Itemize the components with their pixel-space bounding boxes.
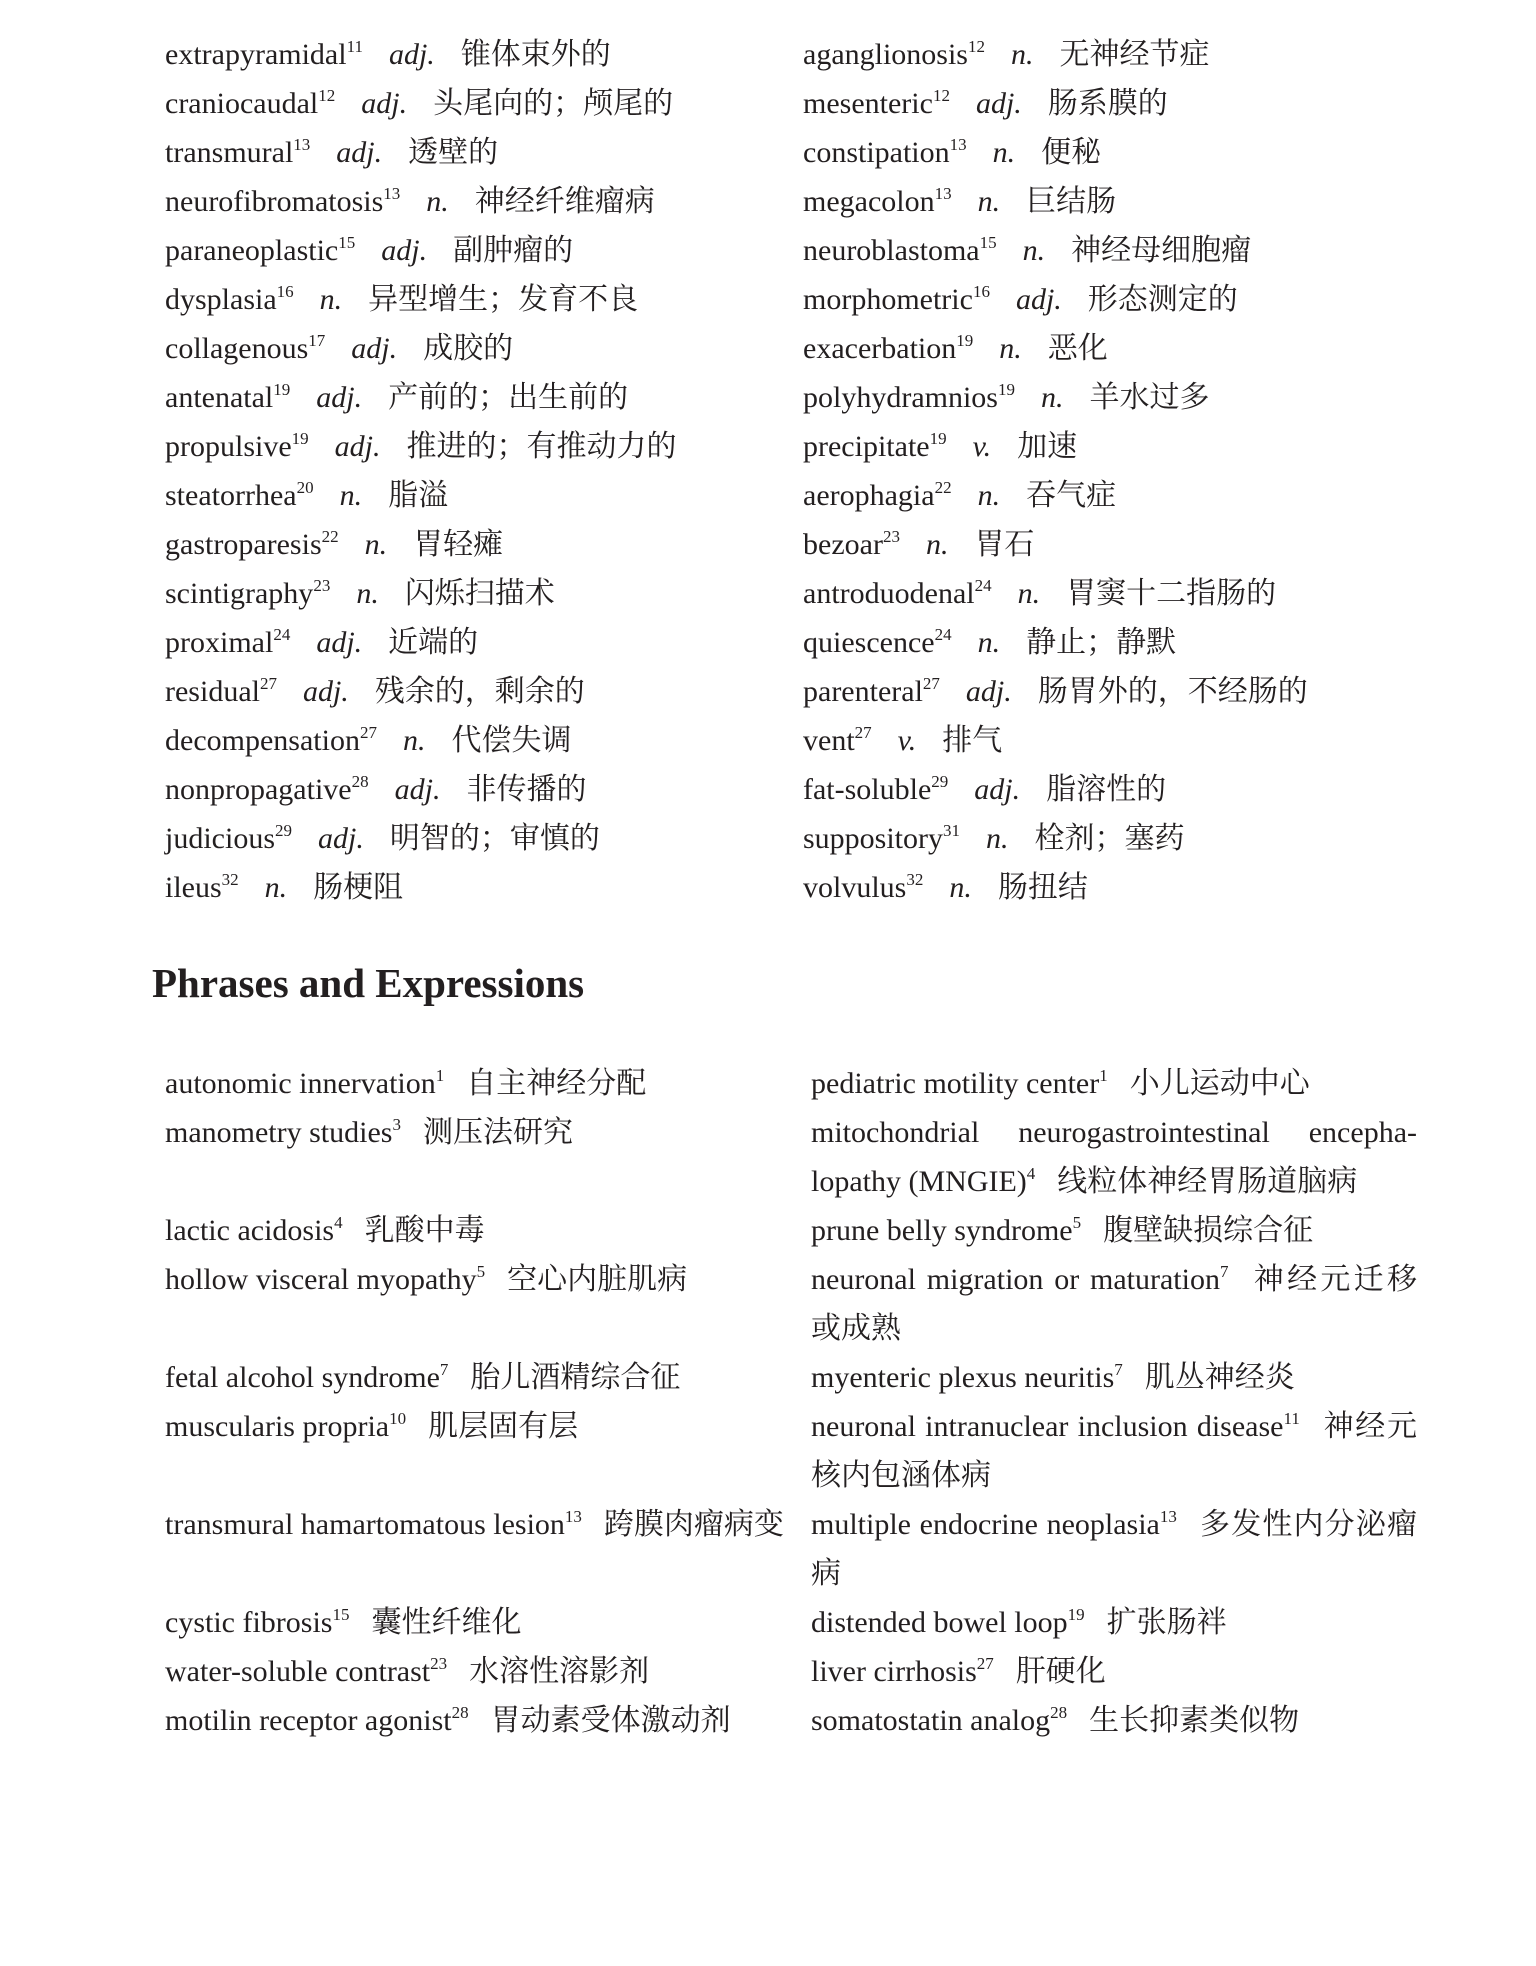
vocab-translation: 副肿瘤的 — [453, 234, 574, 267]
vocab-translation: 神经母细胞瘤 — [1071, 234, 1252, 267]
phrase-translation: 囊性纤维化 — [371, 1606, 522, 1639]
phrase-english: mitochondrial neurogastrointestinal encepha-lopathy (MNGIE) — [811, 1116, 1417, 1198]
phrase-entry — [811, 1696, 1417, 1745]
vocab-entry — [165, 30, 785, 79]
vocab-ref-number: 16 — [972, 282, 990, 301]
phrase-entry — [811, 1255, 1417, 1353]
vocab-ref-number: 23 — [882, 527, 900, 546]
phrase-entry — [811, 1059, 1417, 1108]
vocab-entry — [165, 324, 785, 373]
vocab-entry — [803, 422, 1423, 471]
phrase-translation: 线粒体神经胃肠道脑病 — [1057, 1165, 1358, 1198]
vocab-ref-number: 22 — [934, 478, 952, 497]
vocab-translation: 肠系膜的 — [1047, 87, 1168, 120]
vocab-entry — [165, 863, 785, 912]
vocab-entry — [803, 520, 1423, 569]
vocab-ref-number: 32 — [221, 870, 239, 889]
phrase-english: hollow visceral myopathy — [165, 1263, 477, 1296]
vocab-part-of-speech: n. — [992, 136, 1016, 169]
vocab-entry — [803, 667, 1423, 716]
vocab-word: dysplasia — [165, 283, 277, 316]
vocab-translation: 恶化 — [1047, 332, 1108, 365]
vocab-translation: 成胶的 — [423, 332, 514, 365]
vocab-ref-number: 15 — [979, 233, 997, 252]
vocab-word: steatorrhea — [165, 479, 297, 512]
vocab-part-of-speech: n. — [977, 185, 1001, 218]
vocab-word: volvulus — [803, 871, 907, 904]
vocab-translation: 胃窦十二指肠的 — [1066, 577, 1277, 610]
phrase-english: motilin receptor agonist — [165, 1704, 452, 1737]
vocab-entry — [165, 128, 785, 177]
phrase-entry — [811, 1108, 1417, 1206]
vocab-part-of-speech: adj. — [316, 626, 363, 659]
phrase-translation: 胎儿酒精综合征 — [470, 1361, 681, 1394]
vocab-ref-number: 28 — [351, 772, 369, 791]
vocab-entry — [803, 226, 1423, 275]
vocab-entry — [165, 226, 785, 275]
vocab-entry — [165, 422, 785, 471]
vocab-word: extrapyramidal — [165, 38, 347, 71]
phrase-english: lactic acidosis — [165, 1214, 335, 1247]
vocab-translation: 推进的；有推动力的 — [406, 430, 677, 463]
vocab-translation: 非传播的 — [466, 773, 587, 806]
vocab-part-of-speech: n. — [339, 479, 363, 512]
vocab-translation: 脂溢 — [388, 479, 449, 512]
vocab-entry — [165, 569, 785, 618]
vocab-ref-number: 24 — [934, 625, 952, 644]
vocab-word: neuroblastoma — [803, 234, 980, 267]
vocab-translation: 静止；静默 — [1026, 626, 1177, 659]
vocab-entry — [165, 618, 785, 667]
phrase-ref-number: 5 — [476, 1262, 486, 1281]
phrase-english: somatostatin analog — [811, 1704, 1051, 1737]
phrase-translation: 腹壁缺损综合征 — [1103, 1214, 1314, 1247]
vocab-word: mesenteric — [803, 87, 933, 120]
vocab-ref-number: 13 — [383, 184, 401, 203]
vocab-entry — [803, 863, 1423, 912]
vocab-translation: 栓剂；塞药 — [1034, 822, 1185, 855]
vocab-ref-number: 13 — [949, 135, 967, 154]
vocab-entry — [165, 765, 785, 814]
phrase-translation: 水溶性溶影剂 — [469, 1655, 650, 1688]
vocab-part-of-speech: n. — [977, 626, 1001, 659]
vocab-entry — [803, 618, 1423, 667]
vocab-part-of-speech: n. — [426, 185, 449, 218]
phrase-ref-number: 19 — [1067, 1605, 1085, 1624]
vocab-part-of-speech: n. — [319, 283, 343, 316]
vocab-entry — [165, 667, 785, 716]
phrase-translation: 跨膜肉瘤病变 — [603, 1508, 784, 1541]
vocab-ref-number: 12 — [318, 86, 336, 105]
phrase-translation: 空心内脏肌病 — [507, 1263, 688, 1296]
vocab-ref-number: 29 — [931, 772, 949, 791]
vocab-word: proximal — [165, 626, 274, 659]
vocab-word: precipitate — [803, 430, 930, 463]
phrase-english: neuronal intranuclear inclusion disease — [811, 1410, 1284, 1443]
vocab-word: neurofibromatosis — [165, 185, 384, 218]
vocab-ref-number: 15 — [338, 233, 356, 252]
phrase-entry — [165, 1255, 787, 1353]
vocab-part-of-speech: n. — [999, 332, 1022, 365]
phrase-ref-number: 7 — [439, 1360, 449, 1379]
vocab-part-of-speech: v. — [972, 430, 992, 463]
vocab-translation: 肠梗阻 — [313, 871, 404, 904]
vocab-ref-number: 29 — [275, 821, 292, 840]
phrase-translation: 胃动素受体激动剂 — [490, 1704, 731, 1737]
vocab-part-of-speech: n. — [264, 871, 288, 904]
phrase-entry — [811, 1500, 1417, 1598]
vocab-word: judicious — [165, 822, 275, 855]
vocab-translation: 锥体束外的 — [460, 38, 611, 71]
phrase-entry — [165, 1059, 787, 1108]
phrase-english: cystic fibrosis — [165, 1606, 333, 1639]
vocab-part-of-speech: adj. — [336, 136, 383, 169]
vocab-translation: 神经纤维瘤病 — [474, 185, 655, 218]
phrases-heading: Phrases and Expressions — [152, 960, 585, 1006]
vocab-entry — [803, 177, 1423, 226]
phrase-english: neuronal migration or maturation — [811, 1263, 1220, 1296]
vocab-word: craniocaudal — [165, 87, 319, 120]
vocab-word: aganglionosis — [803, 38, 968, 71]
phrase-english: manometry studies — [165, 1116, 393, 1149]
phrase-ref-number: 27 — [976, 1654, 994, 1673]
vocab-part-of-speech: adj. — [351, 332, 398, 365]
phrase-english: muscularis propria — [165, 1410, 390, 1443]
phrase-ref-number: 15 — [332, 1605, 350, 1624]
phrase-entry — [165, 1402, 787, 1500]
vocab-translation: 加速 — [1017, 430, 1078, 463]
phrase-entry — [165, 1598, 787, 1647]
vocab-ref-number: 12 — [968, 37, 985, 56]
vocab-ref-number: 23 — [313, 576, 331, 595]
phrase-ref-number: 13 — [1159, 1507, 1177, 1526]
vocab-translation: 羊水过多 — [1089, 381, 1210, 414]
vocab-entry — [165, 373, 785, 422]
vocab-ref-number: 24 — [974, 576, 992, 595]
phrase-ref-number: 11 — [1283, 1409, 1300, 1428]
vocab-translation: 产前的；出生前的 — [388, 381, 629, 414]
phrase-entry — [165, 1108, 787, 1206]
phrase-translation: 乳酸中毒 — [364, 1214, 485, 1247]
vocab-part-of-speech: n. — [1011, 38, 1034, 71]
vocab-word: antroduodenal — [803, 577, 975, 610]
phrase-english: fetal alcohol syndrome — [165, 1361, 440, 1394]
vocab-word: scintigraphy — [165, 577, 314, 610]
vocab-part-of-speech: adj. — [1015, 283, 1062, 316]
vocab-entry — [165, 79, 785, 128]
phrase-entry — [165, 1647, 787, 1696]
phrase-english: prune belly syndrome — [811, 1214, 1073, 1247]
vocab-word: propulsive — [165, 430, 292, 463]
vocab-ref-number: 19 — [291, 429, 309, 448]
phrase-english: transmural hamartomatous lesion — [165, 1508, 565, 1541]
vocab-translation: 闪烁扫描术 — [404, 577, 555, 610]
phrase-ref-number: 13 — [564, 1507, 582, 1526]
vocab-translation: 巨结肠 — [1026, 185, 1117, 218]
vocab-word: exacerbation — [803, 332, 957, 365]
vocab-entry — [803, 716, 1423, 765]
phrase-translation: 肝硬化 — [1015, 1655, 1106, 1688]
phrase-translation: 多发性内分泌瘤病 — [811, 1508, 1417, 1590]
vocab-part-of-speech: n. — [925, 528, 949, 561]
vocab-part-of-speech: n. — [977, 479, 1001, 512]
phrase-entry — [811, 1598, 1417, 1647]
phrase-entry — [811, 1353, 1417, 1402]
vocab-word: antenatal — [165, 381, 274, 414]
phrase-list-right — [811, 1059, 1417, 1745]
phrase-translation: 小儿运动中心 — [1129, 1067, 1310, 1100]
phrase-translation: 扩张肠袢 — [1106, 1606, 1227, 1639]
vocab-part-of-speech: adj. — [394, 773, 441, 806]
phrase-ref-number: 4 — [334, 1213, 343, 1232]
vocab-part-of-speech: v. — [897, 724, 917, 757]
vocab-entry — [803, 128, 1423, 177]
vocab-entry — [803, 765, 1423, 814]
vocab-part-of-speech: n. — [1041, 381, 1064, 414]
vocab-word: ileus — [165, 871, 222, 904]
vocab-part-of-speech: adj. — [975, 87, 1022, 120]
vocab-word: aerophagia — [803, 479, 935, 512]
vocab-part-of-speech: n. — [364, 528, 388, 561]
phrase-entry — [165, 1353, 787, 1402]
phrase-ref-number: 7 — [1219, 1262, 1229, 1281]
vocab-word: bezoar — [803, 528, 883, 561]
phrase-entry — [811, 1647, 1417, 1696]
vocab-word: quiescence — [803, 626, 935, 659]
vocab-ref-number: 27 — [854, 723, 872, 742]
vocab-ref-number: 27 — [359, 723, 377, 742]
vocab-translation: 肠胃外的，不经肠的 — [1037, 675, 1308, 708]
vocab-ref-number: 27 — [922, 674, 940, 693]
vocab-translation: 异型增生；发育不良 — [368, 283, 639, 316]
vocab-ref-number: 31 — [943, 821, 961, 840]
vocab-part-of-speech: adj. — [974, 773, 1021, 806]
vocab-ref-number: 13 — [934, 184, 952, 203]
vocab-translation: 胃轻瘫 — [413, 528, 504, 561]
vocab-entry — [165, 177, 785, 226]
phrase-translation: 肌层固有层 — [428, 1410, 579, 1443]
phrase-ref-number: 3 — [392, 1115, 401, 1134]
vocab-part-of-speech: adj. — [381, 234, 428, 267]
vocab-word: residual — [165, 675, 260, 708]
phrase-entry — [811, 1402, 1417, 1500]
phrase-ref-number: 1 — [1099, 1066, 1108, 1085]
vocab-ref-number: 12 — [932, 86, 950, 105]
vocab-part-of-speech: adj. — [388, 38, 435, 71]
phrase-entry — [165, 1206, 787, 1255]
vocab-ref-number: 20 — [296, 478, 314, 497]
phrase-ref-number: 1 — [435, 1066, 445, 1085]
phrase-entry — [165, 1696, 787, 1745]
vocab-ref-number: 13 — [293, 135, 311, 154]
phrase-english: autonomic innervation — [165, 1067, 436, 1100]
vocab-translation: 残余的，剩余的 — [374, 675, 585, 708]
vocab-translation: 便秘 — [1041, 136, 1102, 169]
phrase-translation: 肌丛神经炎 — [1144, 1361, 1295, 1394]
vocab-translation: 头尾向的；颅尾的 — [433, 87, 674, 120]
vocab-translation: 无神经节症 — [1059, 38, 1210, 71]
vocab-word: polyhydramnios — [803, 381, 998, 414]
vocab-entry — [803, 569, 1423, 618]
vocab-entry — [803, 275, 1423, 324]
phrase-ref-number: 23 — [430, 1654, 448, 1673]
vocab-word: parenteral — [803, 675, 923, 708]
phrase-english: liver cirrhosis — [811, 1655, 977, 1688]
vocab-part-of-speech: n. — [402, 724, 426, 757]
vocab-part-of-speech: adj. — [318, 822, 364, 855]
phrase-translation: 自主神经分配 — [466, 1067, 647, 1100]
vocab-ref-number: 11 — [346, 37, 363, 56]
phrase-translation: 生长抑素类似物 — [1089, 1704, 1300, 1737]
vocab-ref-number: 19 — [273, 380, 291, 399]
vocab-word: paraneoplastic — [165, 234, 339, 267]
phrase-english: water-soluble contrast — [165, 1655, 431, 1688]
vocab-entry — [803, 79, 1423, 128]
vocab-word: fat-soluble — [803, 773, 932, 806]
phrase-english: distended bowel loop — [811, 1606, 1068, 1639]
phrase-english: multiple endocrine neoplasia — [811, 1508, 1160, 1541]
vocab-part-of-speech: adj. — [334, 430, 381, 463]
phrase-translation: 神经元核内包涵体病 — [811, 1410, 1417, 1492]
vocab-part-of-speech: n. — [986, 822, 1009, 855]
phrase-english: myenteric plexus neuritis — [811, 1361, 1115, 1394]
vocab-entry — [165, 716, 785, 765]
vocab-word: decompensation — [165, 724, 360, 757]
vocab-part-of-speech: n. — [949, 871, 972, 904]
vocab-word: collagenous — [165, 332, 309, 365]
vocab-part-of-speech: adj. — [302, 675, 349, 708]
vocab-entry — [803, 30, 1423, 79]
vocab-ref-number: 19 — [998, 380, 1015, 399]
vocab-translation: 代偿失调 — [451, 724, 572, 757]
phrase-ref-number: 10 — [389, 1409, 407, 1428]
vocab-translation: 形态测定的 — [1087, 283, 1238, 316]
vocab-entry — [803, 373, 1423, 422]
phrase-ref-number: 4 — [1026, 1164, 1036, 1183]
vocab-ref-number: 32 — [906, 870, 924, 889]
vocab-entry — [165, 814, 785, 863]
vocab-word: gastroparesis — [165, 528, 322, 561]
phrase-translation: 神经元迁移或成熟 — [811, 1263, 1417, 1345]
vocab-translation: 明智的；审慎的 — [389, 822, 600, 855]
vocab-ref-number: 16 — [276, 282, 294, 301]
phrase-ref-number: 28 — [451, 1703, 469, 1722]
vocab-ref-number: 24 — [273, 625, 291, 644]
vocab-part-of-speech: n. — [1022, 234, 1046, 267]
vocab-translation: 吞气症 — [1026, 479, 1117, 512]
vocab-word: suppository — [803, 822, 944, 855]
vocabulary-list-left — [165, 30, 785, 912]
phrase-list-left — [165, 1059, 787, 1745]
phrase-entry — [811, 1206, 1417, 1255]
vocab-word: nonpropagative — [165, 773, 352, 806]
vocab-entry — [165, 275, 785, 324]
phrase-ref-number: 7 — [1114, 1360, 1123, 1379]
vocab-ref-number: 19 — [956, 331, 974, 350]
vocab-word: morphometric — [803, 283, 973, 316]
phrase-entry — [165, 1500, 787, 1598]
vocab-entry — [803, 814, 1423, 863]
phrase-translation: 测压法研究 — [422, 1116, 573, 1149]
vocab-translation: 透壁的 — [408, 136, 499, 169]
vocab-translation: 近端的 — [388, 626, 479, 659]
vocab-part-of-speech: adj. — [965, 675, 1012, 708]
vocab-entry — [165, 471, 785, 520]
phrase-ref-number: 5 — [1072, 1213, 1082, 1232]
vocab-translation: 胃石 — [974, 528, 1035, 561]
phrase-english: pediatric motility center — [811, 1067, 1100, 1100]
vocab-entry — [803, 471, 1423, 520]
vocab-part-of-speech: n. — [1017, 577, 1041, 610]
vocab-word: transmural — [165, 136, 294, 169]
vocab-part-of-speech: adj. — [361, 87, 408, 120]
phrase-ref-number: 28 — [1050, 1703, 1068, 1722]
vocab-translation: 脂溶性的 — [1046, 773, 1167, 806]
vocabulary-list-right — [803, 30, 1423, 912]
vocab-ref-number: 17 — [308, 331, 326, 350]
vocab-part-of-speech: adj. — [316, 381, 363, 414]
vocab-ref-number: 19 — [929, 429, 947, 448]
vocab-ref-number: 27 — [259, 674, 277, 693]
vocab-part-of-speech: n. — [356, 577, 379, 610]
vocab-translation: 排气 — [942, 724, 1003, 757]
vocab-entry — [803, 324, 1423, 373]
vocab-word: vent — [803, 724, 855, 757]
vocab-translation: 肠扭结 — [997, 871, 1088, 904]
vocab-ref-number: 22 — [321, 527, 339, 546]
vocab-entry — [165, 520, 785, 569]
vocab-word: megacolon — [803, 185, 935, 218]
vocab-word: constipation — [803, 136, 950, 169]
